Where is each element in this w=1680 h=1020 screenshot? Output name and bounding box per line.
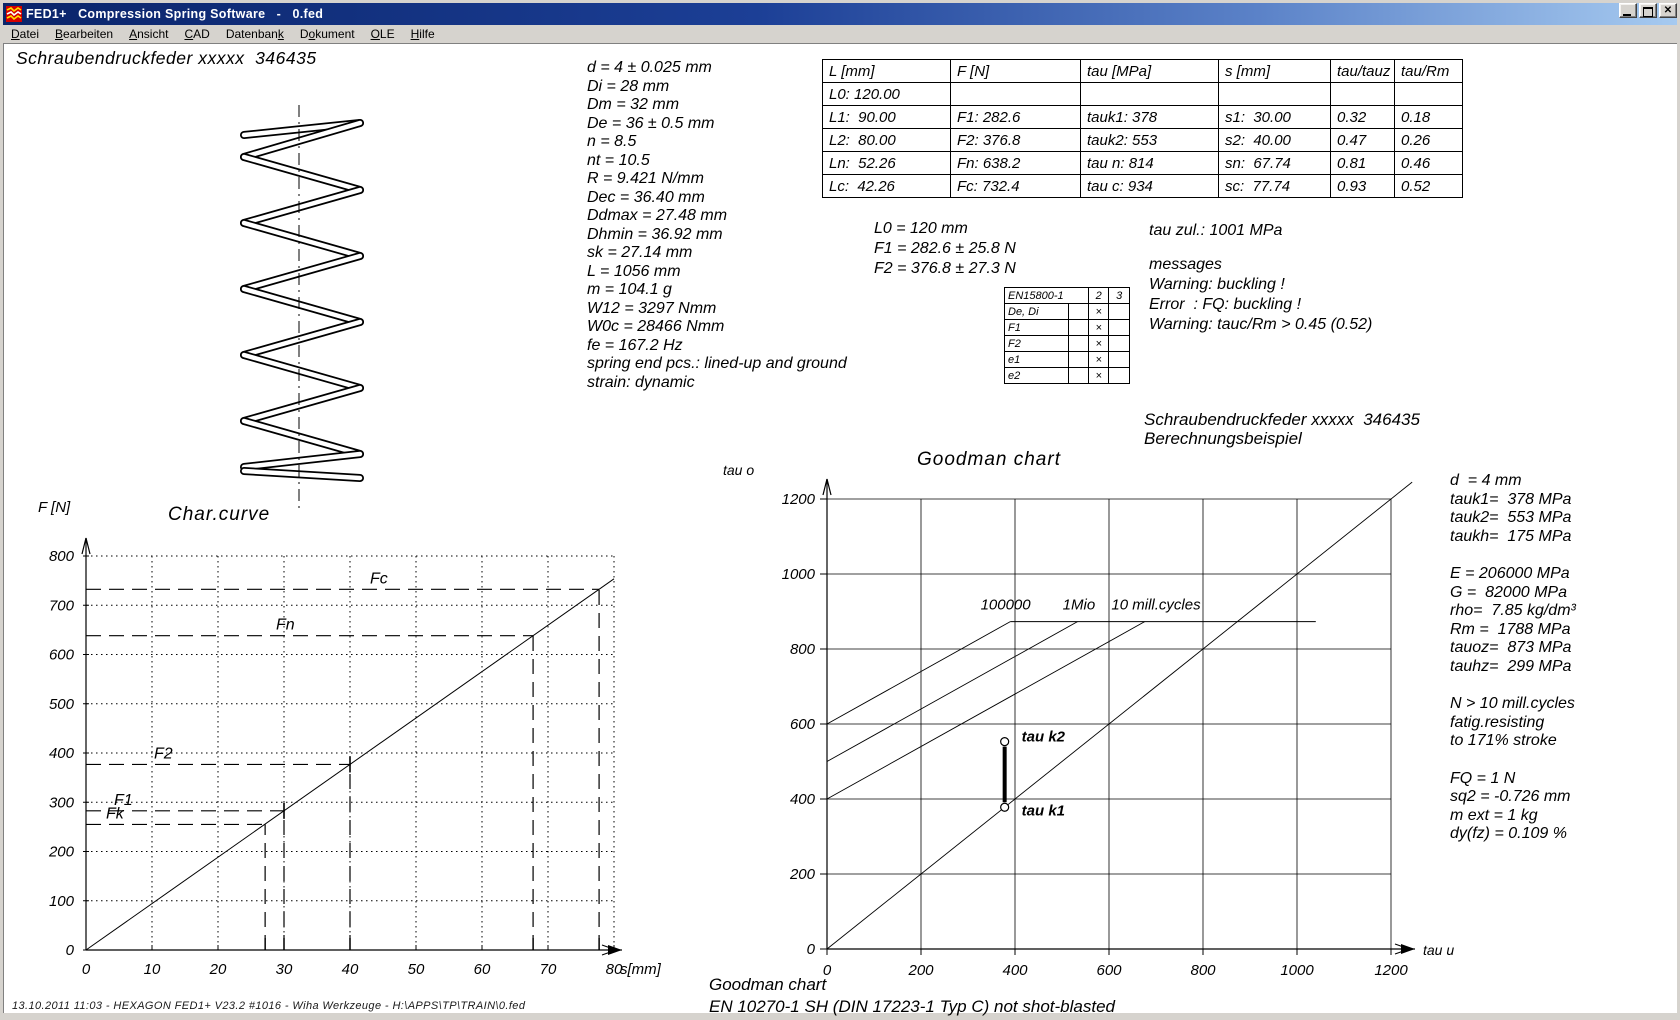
en15800-grade-mark: ×	[1089, 368, 1109, 384]
close-button[interactable]	[1659, 3, 1677, 18]
en15800-row	[1005, 304, 1130, 320]
menu-item-datenbank[interactable]: Datenbank	[225, 26, 284, 41]
svg-text:1200: 1200	[1374, 962, 1408, 979]
menu-item-hilfe[interactable]: Hilfe	[410, 26, 435, 41]
svg-text:10: 10	[143, 961, 161, 978]
svg-text:800: 800	[1190, 962, 1216, 979]
message-line: Warning: tauc/Rm > 0.45 (0.52)	[1149, 316, 1373, 333]
tau-zul-value: tau zul.: 1001 MPa	[1149, 222, 1283, 239]
results-table-cell: Lc: 42.26	[823, 175, 951, 198]
results-column-header: s [mm]	[1219, 60, 1331, 83]
tolerance-line: L0 = 120 mm	[874, 220, 968, 237]
material-data-line: sq2 = -0.726 mm	[1450, 788, 1571, 806]
tolerance-line: F1 = 282.6 ± 25.8 N	[874, 240, 1016, 257]
results-table-cell	[1081, 83, 1219, 106]
results-table-row	[823, 152, 1463, 175]
results-table-row	[823, 129, 1463, 152]
svg-text:F1: F1	[114, 791, 133, 809]
results-table-cell: tauk1: 378	[1081, 106, 1219, 129]
spring-drawing-title: Schraubendruckfeder xxxxx 346435	[16, 48, 317, 68]
svg-text:100000: 100000	[980, 596, 1031, 614]
svg-text:80: 80	[605, 961, 623, 978]
en15800-grade-mark	[1109, 320, 1130, 336]
svg-text:400: 400	[48, 745, 74, 762]
hexagon-logo-icon	[6, 6, 22, 22]
material-data-line: d = 4 mm	[1450, 472, 1522, 489]
svg-text:800: 800	[789, 641, 815, 658]
close-icon: ✕	[1663, 5, 1673, 16]
maximize-button[interactable]	[1639, 3, 1657, 18]
svg-text:0: 0	[81, 961, 91, 978]
en15800-row	[1005, 320, 1130, 336]
menu-bar	[3, 25, 1677, 43]
spring-parameter-line: De = 36 ± 0.5 mm	[587, 114, 715, 132]
results-table-cell: 0.81	[1331, 152, 1395, 175]
results-column-header: tau/Rm	[1395, 60, 1463, 83]
svg-text:tau u: tau u	[1423, 942, 1455, 958]
goodman-header-line: Berechnungsbeispiel	[1144, 429, 1302, 448]
svg-text:tau o: tau o	[723, 462, 755, 478]
svg-text:800: 800	[48, 548, 74, 565]
results-table-cell: tauk2: 553	[1081, 129, 1219, 152]
svg-text:70: 70	[539, 961, 557, 978]
material-data-line: taukh= 175 MPa	[1450, 527, 1572, 545]
menu-item-ole[interactable]: OLE	[370, 26, 395, 41]
material-data-line: to 171% stroke	[1450, 732, 1557, 750]
minimize-icon	[1623, 14, 1631, 16]
results-table-cell: 0.46	[1395, 152, 1463, 175]
message-line: messages	[1149, 256, 1222, 273]
title-bar	[3, 3, 1677, 25]
svg-text:200: 200	[908, 962, 934, 979]
svg-text:0: 0	[65, 942, 74, 959]
svg-text:10 mill.cycles: 10 mill.cycles	[1111, 596, 1201, 614]
en15800-grade-mark: ×	[1089, 336, 1109, 352]
en15800-grade-mark: ×	[1089, 352, 1109, 368]
spring-parameter-line: Dhmin = 36.92 mm	[587, 225, 723, 243]
en15800-grade-mark	[1109, 352, 1130, 368]
results-table-cell: L1: 90.00	[823, 106, 951, 129]
menu-item-bearbeiten[interactable]: Bearbeiten	[55, 26, 114, 41]
svg-text:Fn: Fn	[276, 616, 295, 634]
material-data-line: N > 10 mill.cycles	[1450, 695, 1575, 713]
en15800-row-label: F1	[1005, 320, 1069, 336]
window-controls	[1619, 3, 1677, 18]
en15800-header: EN15800-1	[1005, 288, 1089, 304]
results-table-cell	[1219, 83, 1331, 106]
material-data-line: E = 206000 MPa	[1450, 564, 1570, 582]
svg-text:600: 600	[789, 716, 815, 733]
svg-text:100: 100	[48, 892, 74, 910]
en15800-grade-header: 2	[1089, 288, 1109, 304]
spring-drawing	[222, 69, 387, 529]
spring-parameter-line: n = 8.5	[587, 133, 637, 150]
spring-parameter-line: strain: dynamic	[587, 373, 695, 391]
en15800-grade-header: 3	[1109, 288, 1130, 304]
spring-parameters-list	[587, 59, 847, 392]
results-table-cell	[1395, 83, 1463, 106]
results-table-row	[823, 106, 1463, 129]
spring-parameter-line: Di = 28 mm	[587, 77, 670, 95]
results-table-cell: s1: 30.00	[1219, 106, 1331, 129]
results-column-header: L [mm]	[823, 60, 951, 83]
svg-text:1Mio: 1Mio	[1062, 596, 1096, 614]
en15800-row	[1005, 352, 1130, 368]
material-data-line: dy(fz) = 0.109 %	[1450, 825, 1567, 843]
spring-parameter-line: sk = 27.14 mm	[587, 244, 693, 261]
spring-parameter-line: W12 = 3297 Nmm	[587, 299, 717, 317]
svg-text:Char.curve: Char.curve	[168, 504, 271, 525]
tolerance-block	[874, 220, 1016, 280]
results-table-cell: s2: 40.00	[1219, 129, 1331, 152]
svg-text:400: 400	[1002, 962, 1028, 979]
svg-text:1200: 1200	[781, 491, 815, 508]
material-data-line: tauoz= 873 MPa	[1450, 639, 1572, 657]
en15800-grade-mark: ×	[1089, 320, 1109, 336]
svg-text:600: 600	[48, 646, 74, 664]
message-line: Warning: buckling !	[1149, 276, 1285, 293]
en15800-grade-mark	[1068, 368, 1088, 384]
en15800-row-label: F2	[1005, 336, 1069, 352]
results-table-cell: Ln: 52.26	[823, 152, 951, 175]
svg-text:tau k2: tau k2	[1021, 728, 1066, 746]
svg-text:F [N]: F [N]	[38, 499, 71, 516]
svg-text:1000: 1000	[781, 566, 815, 583]
status-bar-text: 13.10.2011 11:03 - HEXAGON FED1+ V23.2 #1016 - Wiha Werkzeuge - H:\APPS\TP\TRAIN\0.fed	[12, 1000, 526, 1012]
goodman-chart-footer	[709, 974, 1115, 1018]
material-data-line: G = 82000 MPa	[1450, 583, 1567, 601]
message-line: Error : FQ: buckling !	[1149, 296, 1302, 313]
en15800-grade-mark	[1068, 336, 1088, 352]
char-curve-chart	[18, 462, 683, 1010]
svg-text:200: 200	[48, 843, 74, 861]
results-column-header: F [N]	[951, 60, 1081, 83]
results-table-row	[823, 83, 1463, 106]
svg-text:Fk: Fk	[106, 805, 124, 823]
svg-text:20: 20	[209, 961, 227, 978]
results-table-cell: tau n: 814	[1081, 152, 1219, 175]
results-table-cell: Fn: 638.2	[951, 152, 1081, 175]
material-data-line: fatig.resisting	[1450, 713, 1545, 731]
material-data-line: rho= 7.85 kg/dm³	[1450, 602, 1576, 620]
results-table-cell: F2: 376.8	[951, 129, 1081, 152]
en15800-row-label: e1	[1005, 352, 1069, 368]
results-table-cell: tau c: 934	[1081, 175, 1219, 198]
results-table-cell: 0.52	[1395, 175, 1463, 198]
maximize-icon	[1643, 7, 1653, 17]
material-data-line: tauhz= 299 MPa	[1450, 657, 1572, 675]
spring-parameter-line: L = 1056 mm	[587, 262, 681, 280]
results-table-cell: sn: 67.74	[1219, 152, 1331, 175]
spring-parameter-line: nt = 10.5	[587, 151, 650, 169]
en15800-row	[1005, 336, 1130, 352]
en15800-grade-mark	[1068, 320, 1088, 336]
svg-text:F2: F2	[154, 745, 173, 763]
en15800-row-label: e2	[1005, 368, 1069, 384]
results-table-cell: 0.93	[1331, 175, 1395, 198]
spring-parameter-line: fe = 167.2 Hz	[587, 336, 683, 354]
results-table-cell: L2: 80.00	[823, 129, 951, 152]
menu-item-ansicht[interactable]: Ansicht	[129, 26, 169, 41]
window-title: FED1+ Compression Spring Software - 0.fed	[26, 7, 324, 21]
menu-item-datei[interactable]: Datei	[11, 26, 40, 41]
en15800-grade-mark: ×	[1089, 304, 1109, 320]
tolerance-line: F2 = 376.8 ± 27.3 N	[874, 260, 1016, 277]
svg-text:500: 500	[48, 695, 74, 713]
goodman-chart-header	[1144, 410, 1420, 448]
material-data-block	[1450, 472, 1576, 844]
menu-item-dokument[interactable]: Dokument	[299, 26, 355, 41]
material-data-line	[1450, 546, 1576, 565]
spring-parameter-line: W0c = 28466 Nmm	[587, 318, 725, 335]
spring-parameter-line: spring end pcs.: lined-up and ground	[587, 355, 847, 372]
results-table-cell: 0.47	[1331, 129, 1395, 152]
en15800-grade-mark	[1109, 304, 1130, 320]
material-data-line: FQ = 1 N	[1450, 769, 1516, 787]
en15800-grade-mark	[1109, 368, 1130, 384]
svg-text:s[mm]: s[mm]	[620, 961, 661, 978]
svg-text:700: 700	[48, 597, 74, 615]
svg-text:Goodman chart: Goodman chart	[917, 449, 1061, 470]
results-table	[822, 59, 1463, 198]
svg-text:200: 200	[789, 866, 815, 883]
menu-item-cad[interactable]: CAD	[184, 26, 210, 41]
en15800-row-label: De, Di	[1005, 304, 1069, 320]
spring-parameter-line: Dm = 32 mm	[587, 96, 680, 113]
spring-parameter-line: m = 104.1 g	[587, 281, 672, 298]
spring-parameter-line: R = 9.421 N/mm	[587, 170, 704, 187]
material-data-line	[1450, 677, 1576, 696]
svg-text:50: 50	[407, 961, 425, 978]
goodman-footer-line: EN 10270-1 SH (DIN 17223-1 Typ C) not shot-blasted	[709, 997, 1115, 1016]
results-table-cell: Fc: 732.4	[951, 175, 1081, 198]
svg-text:400: 400	[789, 791, 815, 808]
drawing-canvas	[3, 43, 1677, 1016]
results-table-cell: F1: 282.6	[951, 106, 1081, 129]
results-table-cell: 0.26	[1395, 129, 1463, 152]
en15800-row	[1005, 368, 1130, 384]
results-table-cell: 0.18	[1395, 106, 1463, 129]
en15800-tolerance-table	[1004, 287, 1130, 384]
material-data-line: m ext = 1 kg	[1450, 806, 1538, 824]
results-table-cell	[1331, 83, 1395, 106]
svg-text:300: 300	[48, 794, 74, 812]
results-table-cell	[951, 83, 1081, 106]
material-data-line	[1450, 751, 1576, 770]
minimize-button[interactable]	[1619, 3, 1637, 18]
svg-text:30: 30	[275, 961, 293, 978]
spring-parameter-line: d = 4 ± 0.025 mm	[587, 59, 712, 76]
svg-text:600: 600	[1096, 962, 1122, 979]
svg-text:0: 0	[806, 941, 815, 958]
goodman-footer-line: Goodman chart	[709, 975, 827, 994]
spring-parameter-line: Dec = 36.40 mm	[587, 188, 705, 206]
material-data-line: Rm = 1788 MPa	[1450, 620, 1571, 638]
spring-parameter-line: Ddmax = 27.48 mm	[587, 207, 728, 224]
results-column-header: tau/tauz	[1331, 60, 1395, 83]
svg-text:tau k1: tau k1	[1021, 802, 1066, 820]
results-column-header: tau [MPa]	[1081, 60, 1219, 83]
results-table-cell: L0: 120.00	[823, 83, 951, 106]
en15800-grade-mark	[1068, 352, 1088, 368]
results-table-cell: sc: 77.74	[1219, 175, 1331, 198]
svg-text:1000: 1000	[1280, 962, 1314, 979]
goodman-chart	[699, 427, 1469, 1012]
goodman-header-line: Schraubendruckfeder xxxxx 346435	[1144, 410, 1420, 429]
svg-text:60: 60	[473, 961, 491, 978]
svg-text:Fc: Fc	[370, 570, 388, 588]
material-data-line: tauk2= 553 MPa	[1450, 509, 1572, 527]
results-table-cell: 0.32	[1331, 106, 1395, 129]
material-data-line: tauk1= 378 MPa	[1450, 490, 1572, 508]
svg-text:0: 0	[822, 962, 832, 979]
en15800-grade-mark	[1109, 336, 1130, 352]
en15800-grade-mark	[1068, 304, 1088, 320]
svg-text:40: 40	[341, 961, 359, 978]
messages-block	[1149, 256, 1372, 336]
results-table-row	[823, 175, 1463, 198]
